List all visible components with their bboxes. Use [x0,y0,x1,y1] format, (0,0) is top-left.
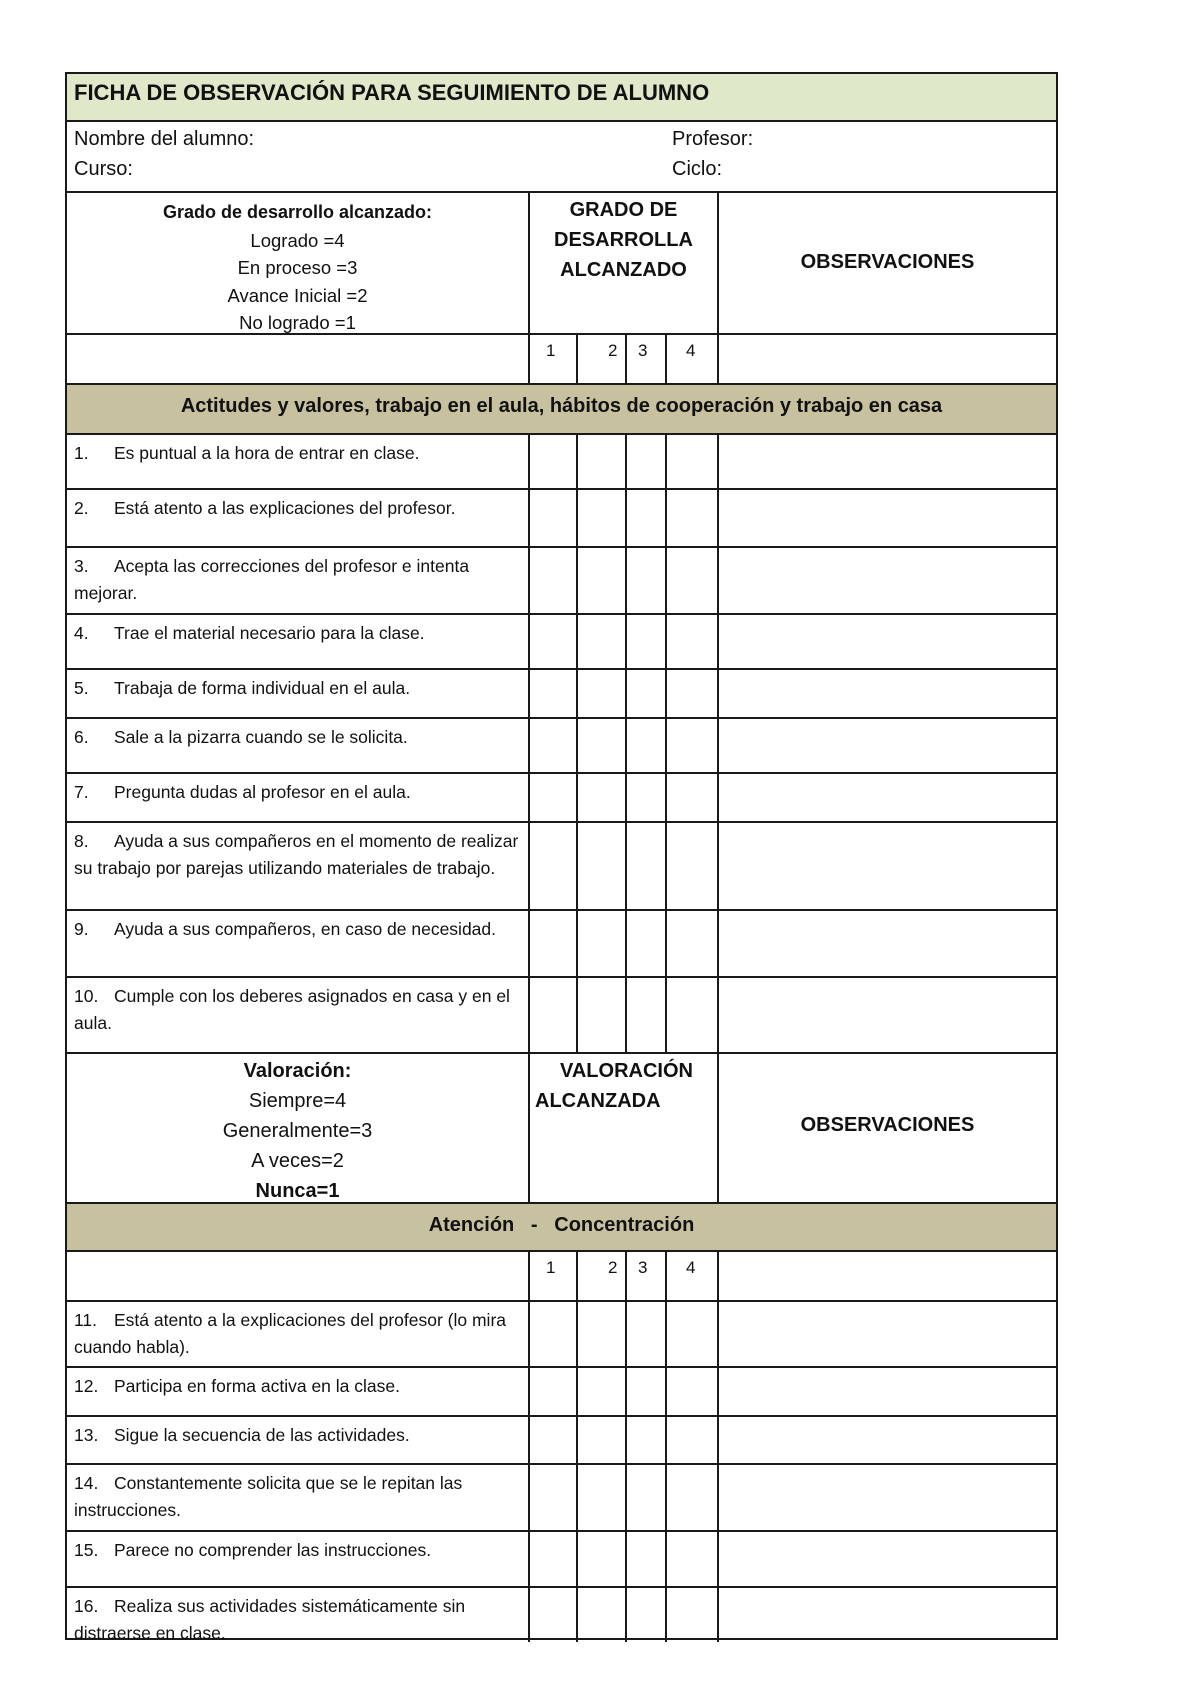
valuation-header [528,1054,717,1202]
grade-header-line: ALCANZADO [560,259,687,281]
score-cell-2[interactable] [576,911,625,976]
valuation-legend-line: A veces=2 [251,1150,344,1172]
score-cell-3[interactable] [625,1368,665,1415]
score-cell-4[interactable] [665,1368,717,1415]
score-cell-1[interactable] [528,1465,576,1530]
score-cell-2[interactable] [576,1588,625,1642]
score-cell-4[interactable] [665,719,717,772]
scale-cell-4 [665,335,717,383]
scale-cell-1 [528,1252,576,1300]
score-cell-3[interactable] [625,774,665,821]
item-number: 12. [74,1376,99,1396]
item-number: 7. [74,782,89,802]
score-cell-3[interactable] [625,548,665,613]
grade-legend-line: Avance Inicial =2 [227,284,368,306]
observations-cell[interactable] [717,719,1056,772]
item-description: Parece no comprender las instrucciones. [114,1540,432,1560]
score-cell-4[interactable] [665,1417,717,1463]
score-cell-3[interactable] [625,823,665,909]
table-row [67,719,1056,774]
score-cell-4[interactable] [665,823,717,909]
item-number: 3. [74,556,89,576]
item-number: 1. [74,443,89,463]
item-number: 9. [74,919,89,939]
item-description: Pregunta dudas al profesor en el aula. [114,782,411,802]
score-cell-2[interactable] [576,774,625,821]
score-cell-3[interactable] [625,1417,665,1463]
item-description: Sale a la pizarra cuando se le solicita. [114,727,408,747]
item-description: Ayuda a sus compañeros en el momento de realizar su trabajo por parejas utilizando materiales de trabajo. [74,831,519,878]
score-cell-3[interactable] [625,490,665,546]
scale-row [67,335,1056,385]
item-text [74,1307,524,1361]
course-label: Curso: [74,158,133,180]
observations-cell[interactable] [717,670,1056,717]
score-cell-2[interactable] [576,1302,625,1366]
scale-label: 3 [638,341,648,360]
student-name-label: Nombre del alumno: [74,128,255,150]
item-description: Trabaja de forma individual en el aula. [114,678,411,698]
score-cell-4[interactable] [665,978,717,1052]
item-text [74,675,524,702]
observations-cell[interactable] [717,1532,1056,1586]
item-description: Sigue la secuencia de las actividades. [114,1425,410,1445]
observations-cell[interactable] [717,435,1056,488]
scale-observations-cell [717,335,1056,383]
grade-legend-heading: Grado de desarrollo alcanzado: [162,202,433,222]
item-number: 14. [74,1473,99,1493]
score-cell-1[interactable] [528,1588,576,1642]
score-cell-3[interactable] [625,435,665,488]
item-description: Acepta las correcciones del profesor e intenta mejorar. [74,556,470,603]
table-row [67,774,1056,823]
scale-row [67,1252,1056,1302]
item-text [74,828,524,882]
observations-cell[interactable] [717,1302,1056,1366]
score-cell-3[interactable] [625,1532,665,1586]
score-cell-4[interactable] [665,615,717,668]
score-cell-4[interactable] [665,1588,717,1642]
scale-label: 3 [638,1258,648,1277]
table-row [67,1302,1056,1368]
item-number: 2. [74,498,89,518]
valuation-header-line: ALCANZADA [535,1090,661,1112]
score-cell-1[interactable] [528,435,576,488]
scale-cell-4 [665,1252,717,1300]
observations-header [717,193,1056,333]
table-row [67,978,1056,1054]
score-cell-4[interactable] [665,670,717,717]
item-text [74,1470,524,1524]
observations-cell[interactable] [717,911,1056,976]
item-number: 4. [74,623,89,643]
item-number: 5. [74,678,89,698]
observations-cell[interactable] [717,615,1056,668]
score-cell-4[interactable] [665,1302,717,1366]
observation-sheet [65,72,1058,1643]
valuation-legend-line: Siempre=4 [248,1090,347,1112]
table-row [67,1368,1056,1417]
score-cell-1[interactable] [528,1302,576,1366]
observations-header-label: OBSERVACIONES [800,251,975,273]
valuation-legend-line: Generalmente=3 [222,1120,373,1142]
score-cell-2[interactable] [576,615,625,668]
scale-cell-1 [528,335,576,383]
table-row [67,435,1056,490]
grade-legend-row [67,193,1056,335]
sheet-title: FICHA DE OBSERVACIÓN PARA SEGUIMIENTO DE ALUMNO [74,80,710,105]
score-cell-4[interactable] [665,548,717,613]
observations-header-label: OBSERVACIONES [800,1114,975,1136]
valuation-legend-line: Nunca=1 [255,1180,340,1202]
score-cell-4[interactable] [665,435,717,488]
item-description: Realiza sus actividades sistemáticamente sin distraerse en clase. [74,1596,466,1643]
scale-label: 4 [686,1258,696,1277]
table-row [67,823,1056,911]
observations-cell[interactable] [717,548,1056,613]
item-text [74,1593,524,1647]
table-row [67,615,1056,670]
item-text [74,983,524,1037]
section-heading: Atención - Concentración [67,1204,1056,1252]
observations-cell[interactable] [717,1588,1056,1642]
score-cell-1[interactable] [528,1368,576,1415]
score-cell-3[interactable] [625,670,665,717]
item-number: 15. [74,1540,99,1560]
score-cell-4[interactable] [665,490,717,546]
sheet-title-row [67,74,1056,122]
score-cell-1[interactable] [528,823,576,909]
item-description: Es puntual a la hora de entrar en clase. [114,443,420,463]
valuation-legend [67,1054,528,1202]
teacher-label: Profesor: [672,128,754,150]
item-number: 6. [74,727,89,747]
scale-cell-2 [576,1252,625,1300]
score-cell-1[interactable] [528,978,576,1052]
score-cell-2[interactable] [576,435,625,488]
score-cell-4[interactable] [665,774,717,821]
grade-header-line: GRADO DE [569,199,678,221]
scale-label: 2 [608,1258,618,1277]
table-row [67,911,1056,978]
score-cell-1[interactable] [528,1417,576,1463]
score-cell-2[interactable] [576,1532,625,1586]
observations-header-2 [717,1054,1056,1202]
table-row [67,1532,1056,1588]
item-number: 13. [74,1425,99,1445]
item-text [74,779,524,806]
score-cell-2[interactable] [576,1465,625,1530]
item-number: 8. [74,831,89,851]
item-text [74,495,524,522]
scale-label: 4 [686,341,696,360]
item-description: Participa en forma activa en la clase. [114,1376,400,1396]
item-description: Está atento a la explicaciones del profesor (lo mira cuando habla). [74,1310,507,1357]
item-text [74,440,524,467]
grade-legend-line: Logrado =4 [250,229,345,251]
table-row [67,670,1056,719]
observations-cell[interactable] [717,823,1056,909]
score-cell-4[interactable] [665,911,717,976]
observations-cell[interactable] [717,1417,1056,1463]
valuation-header-line: VALORACIÓN [560,1060,693,1082]
grade-legend [67,193,528,333]
student-info-row [67,122,1056,193]
score-cell-3[interactable] [625,719,665,772]
score-cell-4[interactable] [665,1532,717,1586]
item-description: Constantemente solicita que se le repitan las instrucciones. [74,1473,463,1520]
score-cell-1[interactable] [528,615,576,668]
grade-header-line: DESARROLLA [554,229,693,251]
item-description: Trae el material necesario para la clase. [114,623,425,643]
observations-cell[interactable] [717,774,1056,821]
grade-header [528,193,717,333]
score-cell-1[interactable] [528,1532,576,1586]
item-number: 16. [74,1596,99,1616]
score-cell-2[interactable] [576,490,625,546]
item-text [74,1537,524,1564]
score-cell-3[interactable] [625,978,665,1052]
scale-label: 1 [546,1258,556,1277]
table-row [67,1417,1056,1465]
observations-cell[interactable] [717,490,1056,546]
valuation-legend-row [67,1054,1056,1204]
observations-cell[interactable] [717,1465,1056,1530]
score-cell-4[interactable] [665,1465,717,1530]
score-cell-2[interactable] [576,1368,625,1415]
table-row [67,1465,1056,1532]
grade-legend-line: En proceso =3 [237,257,358,278]
scale-cell-3 [625,1252,665,1300]
score-cell-3[interactable] [625,1302,665,1366]
score-cell-3[interactable] [625,911,665,976]
item-text [74,620,524,647]
observations-cell[interactable] [717,978,1056,1052]
item-description: Ayuda a sus compañeros, en caso de necesidad. [114,919,497,939]
observations-cell[interactable] [717,1368,1056,1415]
scale-label: 1 [546,341,556,360]
scale-cell-3 [625,335,665,383]
score-cell-2[interactable] [576,548,625,613]
score-cell-1[interactable] [528,911,576,976]
score-cell-1[interactable] [528,490,576,546]
score-cell-1[interactable] [528,670,576,717]
item-text [74,1373,524,1400]
grade-legend-line: No logrado =1 [239,312,356,333]
score-cell-2[interactable] [576,823,625,909]
section-heading: Actitudes y valores, trabajo en el aula, hábitos de cooperación y trabajo en casa [67,385,1056,435]
scale-observations-cell [717,1252,1056,1300]
score-cell-3[interactable] [625,615,665,668]
scale-cell-2 [576,335,625,383]
table-row [67,548,1056,615]
item-number: 11. [74,1310,98,1330]
table-row [67,1588,1056,1642]
score-cell-2[interactable] [576,719,625,772]
score-cell-2[interactable] [576,1417,625,1463]
item-description: Cumple con los deberes asignados en casa y en el aula. [74,986,510,1033]
score-cell-2[interactable] [576,670,625,717]
score-cell-1[interactable] [528,719,576,772]
item-text [74,916,524,943]
score-cell-2[interactable] [576,978,625,1052]
valuation-legend-heading: Valoración: [243,1060,352,1082]
cycle-label: Ciclo: [672,158,723,180]
table-row [67,490,1056,548]
score-cell-3[interactable] [625,1465,665,1530]
item-text [74,553,524,607]
item-text [74,724,524,751]
item-description: Está atento a las explicaciones del profesor. [114,498,456,518]
item-number: 10. [74,986,99,1006]
scale-label: 2 [608,341,618,360]
item-text [74,1422,524,1449]
score-cell-3[interactable] [625,1588,665,1642]
score-cell-1[interactable] [528,774,576,821]
score-cell-1[interactable] [528,548,576,613]
